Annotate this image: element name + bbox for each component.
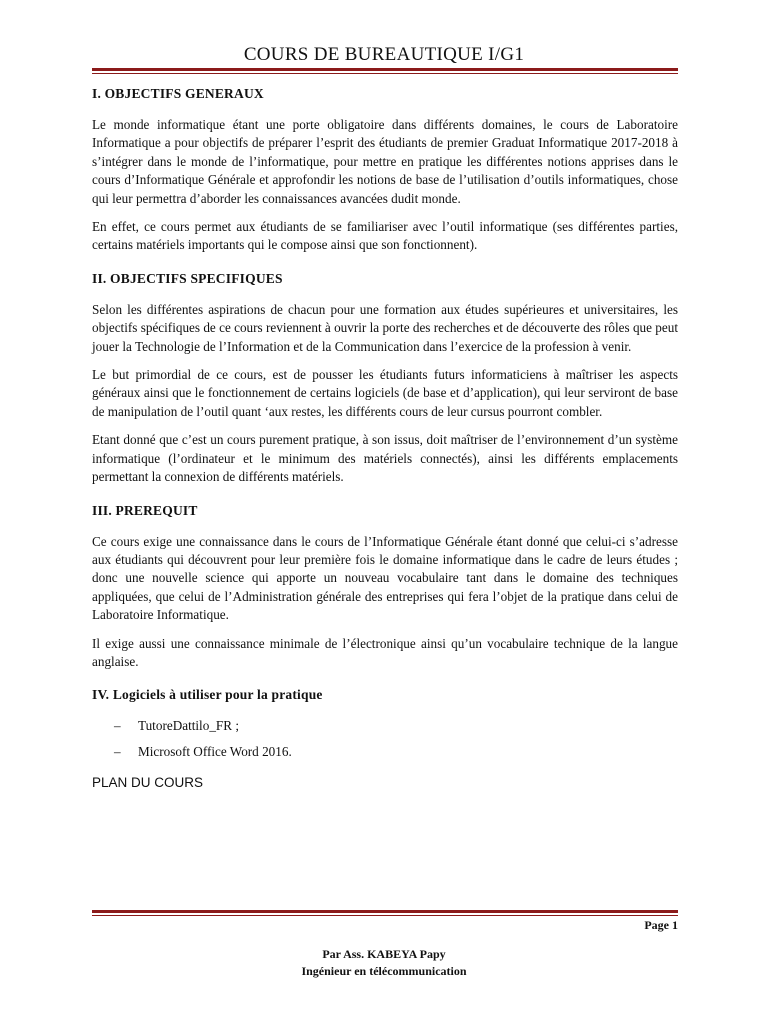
paragraph: Il exige aussi une connaissance minimale de l’électronique ainsi qu’un vocabulaire technique de la langue anglaise. (92, 635, 678, 669)
plan-du-cours-heading: PLAN DU COURS (92, 775, 204, 791)
footer-rule-thick (92, 910, 678, 913)
section-heading-logiciels: IV. Logiciels à utiliser pour la pratique (92, 687, 323, 703)
footer-rule-thin (92, 915, 678, 916)
footer-author: Par Ass. KABEYA Papy (322, 947, 446, 961)
paragraph: Ce cours exige une connaissance dans le cours de l’Informatique Générale étant donné que celui-ci s’adresse aux étudiants qui découvrent pour leur première fois le domaine informatique dans le cadre de leurs études ; donc une nouvelle science qui apporte un nouveau vocabulaire tant dans le domaine des techniques appliquées, que celui de l’Administration générale des entreprises qui fera l’objet de la pratique dans celui de Laboratoire Informatique. (92, 533, 678, 623)
paragraph: Etant donné que c’est un cours purement pratique, à son issus, doit maîtriser de l’environnement d’un système informatique (l’ordinateur et le minimum des matériels connectés), ainsi les différents emplacements permettant la connexion de différents matériels. (92, 432, 678, 485)
page-number: Page 1 (644, 918, 678, 932)
paragraph: Selon les différentes aspirations de chacun pour une formation aux études supérieures et universitaires, les objectifs spécifiques de ce cours reviennent à ouvrir la porte des recherches et de découverte des rôles que peut jouer la Technologie de l’Information et de la Communication dans l’exercice de la profession à venir. (92, 301, 678, 354)
list-item: – TutoreDattilo_FR ; (92, 717, 678, 735)
footer-role: Ingénieur en télécommunication (301, 964, 467, 978)
software-list (92, 717, 678, 761)
list-dash: – (114, 744, 121, 760)
list-dash: – (114, 718, 121, 734)
section-heading-objectifs-generaux: I. OBJECTIFS GENERAUX (92, 86, 264, 101)
paragraph: Le but primordial de ce cours, est de pousser les étudiants futurs informaticiens à maîtriser les aspects généraux ainsi que le fonctionnement de certains logiciels (de base et d’application), qui leur serviront de base de manipulation de l’outil quant ‘aux restes, les différents cours de leur cursus pourront combler. (92, 367, 678, 419)
header-rule-thick (92, 68, 678, 71)
document-title: COURS DE BUREAUTIQUE I/G1 (243, 44, 525, 65)
footer (0, 946, 768, 980)
section-heading-objectifs-specifiques: II. OBJECTIFS SPECIFIQUES (92, 270, 283, 286)
paragraph: En effet, ce cours permet aux étudiants de se familiariser avec l’outil informatique (ses différentes parties, certains matériels importants qui le compose ainsi que son fonctionnent). (92, 219, 678, 253)
section-heading-prerequit: III. PREREQUIT (92, 502, 198, 518)
document-body (92, 86, 678, 790)
paragraph: Le monde informatique étant une porte obligatoire dans différents domaines, le cours de Laboratoire Informatique a pour objectifs de préparer l’esprit des étudiants de premier Graduat Informatique 2017-2018 à s’intégrer dans le monde de l’informatique, pour mettre en pratique les différentes notions apprises dans le cours d’Informatique Générale et approfondir les notions de base de l’utilisation d’outils informatiques, chose qui leur permettra d’aborder les connaissances avancées dudit monde. (92, 117, 678, 206)
list-item: – Microsoft Office Word 2016. (92, 743, 678, 761)
header-rule-thin (92, 73, 678, 74)
